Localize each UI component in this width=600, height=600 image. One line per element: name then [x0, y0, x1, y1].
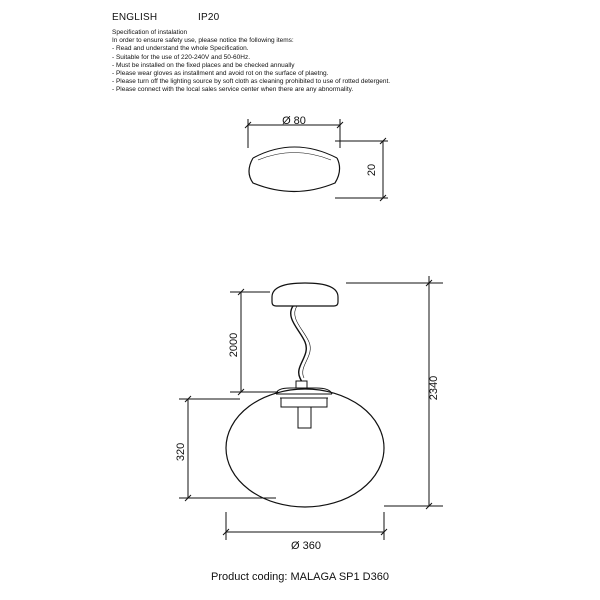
specification-line: - Please turn off the lighting source by soft cloth as cleaning prohibited to use of rotted detergent. — [112, 78, 391, 86]
canopy-diameter-label: Ø 80 — [282, 115, 306, 127]
cable-length-label: 2000 — [228, 332, 240, 358]
specification-line: In order to ensure safety use, please notice the following items: — [112, 37, 294, 45]
specification-line: - Please wear gloves as installment and avoid rot on the surface of plaetng. — [112, 70, 329, 78]
pendant-canopy — [272, 283, 338, 306]
language-label: ENGLISH — [112, 12, 158, 23]
canopy-height-label: 20 — [366, 163, 378, 177]
ip-rating-label: IP20 — [198, 12, 220, 23]
specification-line: - Must be installed on the fixed places and be checked annually — [112, 61, 295, 69]
specification-line: - Please connect with the local sales service center when there are any abnormality. — [112, 86, 354, 94]
canopy-side-view — [249, 147, 340, 192]
canopy-height-dimension — [335, 138, 388, 201]
shade-diameter-dimension — [223, 512, 387, 540]
total-height-label: 2340 — [428, 375, 440, 401]
specification-line: - Suitable for the use of 220-240V and 50-60Hz. — [112, 53, 251, 61]
specification-line: - Read and understand the whole Specification. — [112, 45, 249, 53]
product-coding: Product coding: MALAGA SP1 D360 — [211, 571, 389, 583]
shade-height-dimension — [179, 396, 276, 501]
shade-height-label: 320 — [175, 442, 187, 462]
pendant-shade — [226, 381, 384, 507]
shade-diameter-label: Ø 360 — [291, 540, 321, 552]
specification-title: Specification of instalation — [112, 29, 188, 36]
pendant-cable — [291, 306, 311, 385]
